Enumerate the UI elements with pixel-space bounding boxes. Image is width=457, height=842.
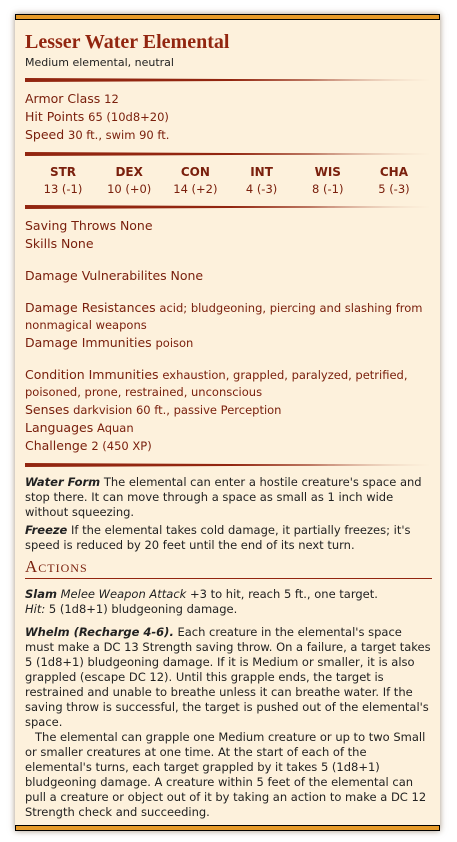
speed-value: 30 ft., swim 90 ft. xyxy=(68,128,170,142)
condition-immunities xyxy=(25,366,432,401)
hit-text: 5 (1d8+1) bludgeoning damage. xyxy=(48,602,238,616)
saving-throws xyxy=(25,217,432,235)
languages-label: Languages xyxy=(25,420,94,435)
senses-value: darkvision 60 ft., passive Perception xyxy=(73,403,282,417)
armor-class-value: 12 xyxy=(104,92,119,106)
top-border-bar xyxy=(15,14,440,20)
challenge-value: 2 (450 XP) xyxy=(91,439,152,453)
trait-text: The elemental can enter a hostile creature's space and stop there. It can move through a space as small as 1 inch wide without squeezing. xyxy=(25,475,422,519)
ability-con xyxy=(165,164,225,197)
hit-points xyxy=(25,108,432,126)
languages xyxy=(25,419,432,437)
ability-name: INT xyxy=(250,165,273,179)
speed-label: Speed xyxy=(25,127,65,142)
stat-block-content xyxy=(25,28,432,828)
tapered-rule xyxy=(25,205,432,209)
spacer xyxy=(25,285,432,299)
trait-name: Freeze xyxy=(25,523,68,537)
damage-vulnerabilities xyxy=(25,267,432,285)
ability-name: WIS xyxy=(314,165,341,179)
damage-vulnerabilities-value: None xyxy=(170,268,204,283)
damage-resistances xyxy=(25,299,432,334)
monster-meta: Medium elemental, neutral xyxy=(25,56,174,69)
damage-resistances-label: Damage Resistances xyxy=(25,300,156,315)
stat-block xyxy=(15,14,440,831)
monster-name: Lesser Water Elemental xyxy=(25,31,230,53)
damage-immunities-label: Damage Immunities xyxy=(25,335,152,350)
hit-points-label: Hit Points xyxy=(25,109,85,124)
skills xyxy=(25,235,432,253)
spacer xyxy=(25,253,432,267)
ability-dex xyxy=(99,164,159,197)
ability-name: STR xyxy=(49,165,77,179)
action-name: Slam xyxy=(25,587,57,601)
action-name: Whelm (Recharge 4-6). xyxy=(25,625,174,639)
languages-value: Aquan xyxy=(97,421,134,435)
ability-name: CHA xyxy=(379,165,408,179)
ability-score: 14 (+2) xyxy=(173,182,218,196)
ability-score: 5 (-3) xyxy=(378,182,410,196)
trait-freeze xyxy=(25,523,432,553)
ability-cha xyxy=(364,164,424,197)
ability-name: CON xyxy=(180,165,210,179)
armor-class-label: Armor Class xyxy=(25,91,101,106)
ability-score: 4 (-3) xyxy=(245,182,278,196)
damage-resistances-value: acid; bludgeoning, piercing and slashing from nonmagical weapons xyxy=(25,301,423,332)
saving-throws-label: Saving Throws xyxy=(25,218,117,233)
skills-label: Skills xyxy=(25,236,58,251)
tapered-rule xyxy=(25,78,432,82)
challenge xyxy=(25,437,432,455)
senses-label: Senses xyxy=(25,402,70,417)
speed xyxy=(25,126,432,144)
bottom-border-bar xyxy=(15,825,440,831)
senses xyxy=(25,401,432,419)
saving-throws-value: None xyxy=(119,218,153,233)
challenge-label: Challenge xyxy=(25,438,88,453)
hit-points-value: 65 (10d8+20) xyxy=(88,110,169,124)
hit-label: Hit: xyxy=(25,602,46,616)
armor-class xyxy=(25,90,432,108)
action-type: Melee Weapon Attack xyxy=(60,587,187,601)
tapered-rule xyxy=(25,152,432,156)
ability-int xyxy=(232,164,292,197)
action-whelm-continued: The elemental can grapple one Medium creature or up to two Small or smaller creatures at one time. At the start of each of the elemental's turns, each target grappled by it takes 5 (1d8+1) bludgeoning damage. A creature within 5 feet of the elemental can pull a creature or object out of it by taking an action to make a DC 12 Strength check and succeeding. xyxy=(25,730,427,819)
damage-immunities xyxy=(25,334,432,352)
damage-immunities-value: poison xyxy=(155,336,194,350)
spacer xyxy=(25,352,432,366)
tapered-rule xyxy=(25,463,432,467)
damage-vulnerabilities-label: Damage Vulnerabilites xyxy=(25,268,167,283)
ability-str xyxy=(33,164,93,197)
action-text: Each creature in the elemental's space must make a DC 13 Strength saving throw. On a failure, a target takes 5 (1d8+1) bludgeoning damage. If it is Medium or smaller, it is also grappled (escape DC 12). Until this grapple ends, the target is restrained and unable to breathe unless it can breathe water. If the saving throw is successful, the target is pushed out of the elemental's space. xyxy=(25,625,431,729)
action-text: +3 to hit, reach 5 ft., one target. xyxy=(189,587,378,601)
actions-heading: Actions xyxy=(25,557,432,579)
condition-immunities-label: Condition Immunities xyxy=(25,367,159,382)
ability-score: 10 (+0) xyxy=(107,182,152,196)
ability-scores xyxy=(25,164,432,197)
ability-score: 8 (-1) xyxy=(312,182,344,196)
condition-immunities-value: exhaustion, grappled, paralyzed, petrified, poisoned, prone, restrained, unconscious xyxy=(25,368,408,399)
skills-value: None xyxy=(60,236,94,251)
action-whelm xyxy=(25,625,432,730)
action-slam xyxy=(25,587,432,617)
trait-water-form xyxy=(25,475,432,520)
ability-name: DEX xyxy=(115,165,143,179)
trait-text: If the elemental takes cold damage, it partially freezes; it's speed is reduced by 20 feet until the end of its next turn. xyxy=(25,523,411,552)
ability-wis xyxy=(298,164,358,197)
trait-name: Water Form xyxy=(25,475,101,489)
ability-score: 13 (-1) xyxy=(43,182,83,196)
